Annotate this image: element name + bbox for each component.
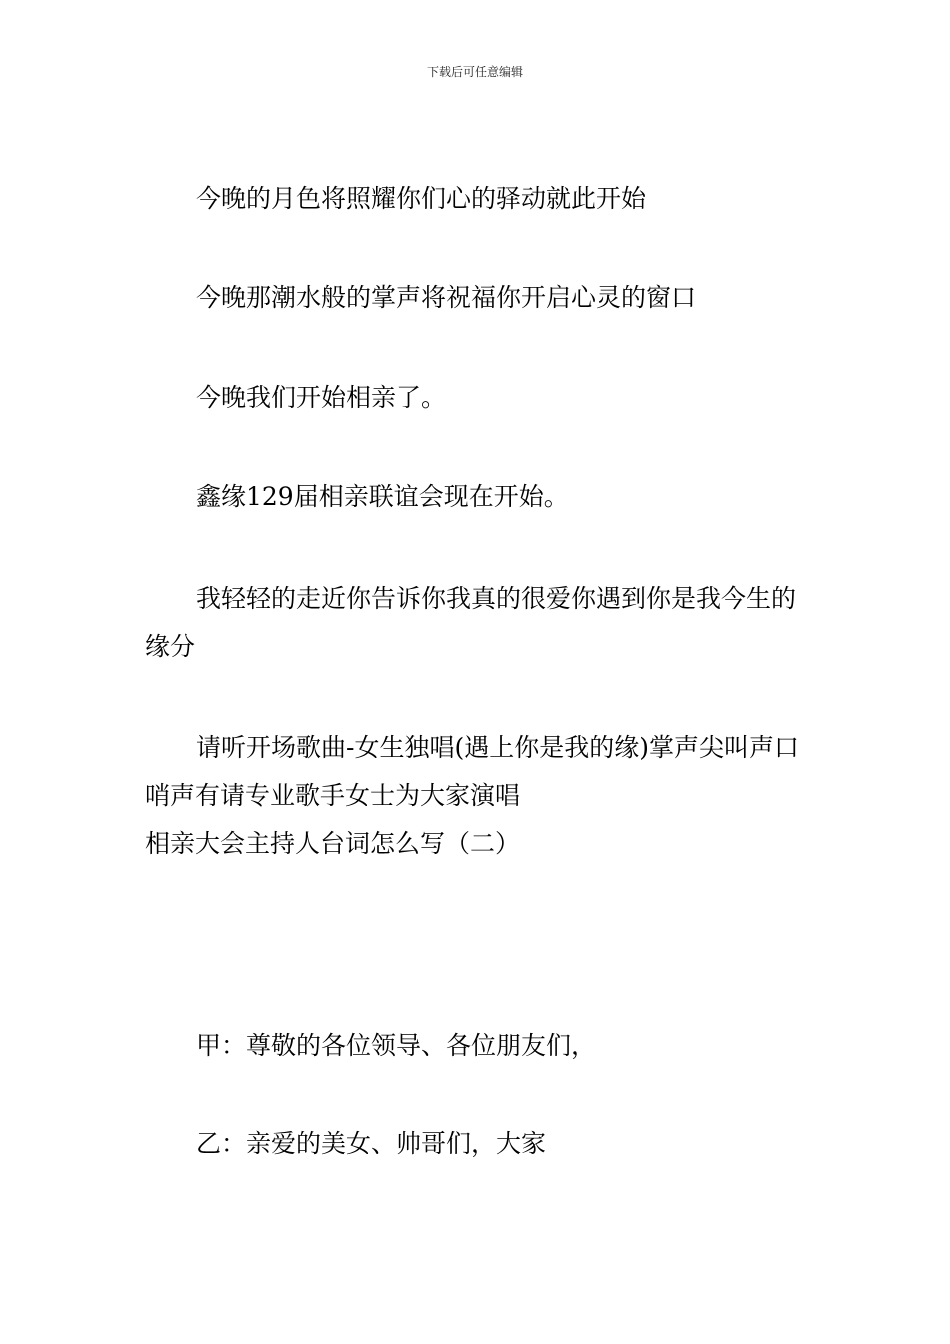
- paragraph-8: 乙：亲爱的美女、帅哥们，大家: [196, 1129, 547, 1158]
- paragraph-2: 今晚那潮水般的掌声将祝福你开启心灵的窗口: [196, 283, 697, 312]
- paragraph-5: 我轻轻的走近你告诉你我真的很爱你遇到你是我今生的缘分: [145, 584, 797, 661]
- paragraph-7: 甲：尊敬的各位领导、各位朋友们，: [196, 1031, 597, 1060]
- paragraph-6: 请听开场歌曲-女生独唱(遇上你是我的缘)掌声尖叫声口哨声有请专业歌手女士为大家演唱: [145, 733, 799, 810]
- section-heading: 相亲大会主持人台词怎么写（二）: [145, 829, 521, 858]
- paragraph-3: 今晚我们开始相亲了。: [196, 383, 447, 412]
- paragraph-1: 今晚的月色将照耀你们心的驿动就此开始: [196, 184, 647, 213]
- page-header: 下载后可任意编辑: [426, 65, 523, 79]
- paragraph-4: 鑫缘129届相亲联谊会现在开始。: [196, 482, 569, 511]
